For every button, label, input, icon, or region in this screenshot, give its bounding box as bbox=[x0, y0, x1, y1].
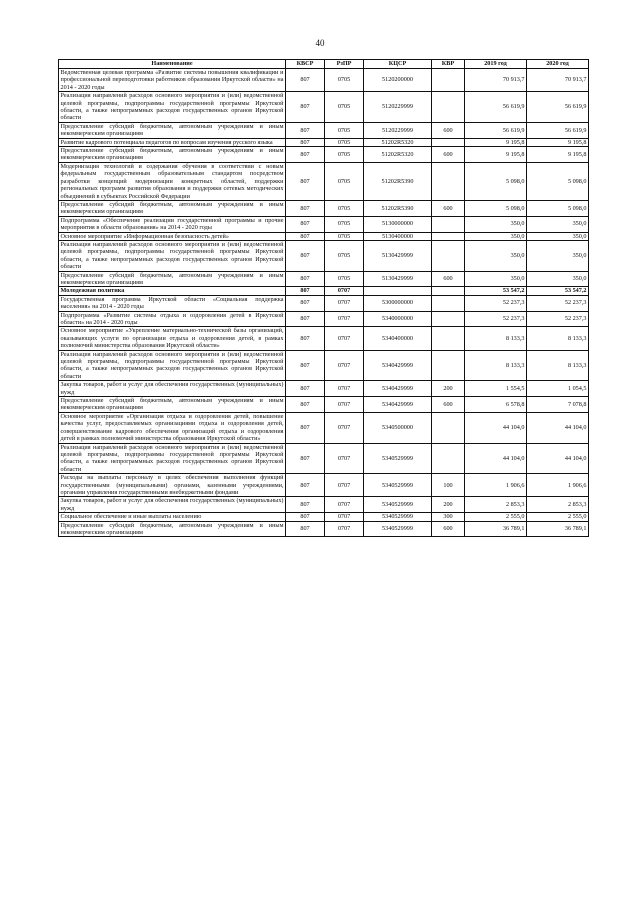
row-kcsr: 5340529999 bbox=[364, 513, 432, 521]
row-kcsr: 5340529999 bbox=[364, 521, 432, 537]
row-kcsr: 5300000000 bbox=[364, 295, 432, 311]
row-kcsr: 5340429999 bbox=[364, 350, 432, 381]
row-kcsr: 5340429999 bbox=[364, 381, 432, 397]
row-kvsr: 807 bbox=[286, 311, 325, 327]
row-kvsr: 807 bbox=[286, 513, 325, 521]
row-amount-2019: 52 237,3 bbox=[465, 311, 527, 327]
row-kvr bbox=[432, 287, 465, 295]
row-kcsr bbox=[364, 287, 432, 295]
row-amount-2020: 56 619,9 bbox=[527, 122, 589, 138]
row-amount-2020: 5 098,0 bbox=[527, 162, 589, 200]
row-kvr: 200 bbox=[432, 497, 465, 513]
row-name: Реализация направлений расходов основного мероприятия и (или) ведомственной целевой программы, подпрограммы государственной программы Иркутской области, а также непрограммных расходов государственных органов Иркутской области bbox=[60, 443, 284, 473]
page-number: 40 bbox=[315, 38, 325, 48]
row-amount-2020: 36 789,1 bbox=[527, 521, 589, 537]
row-kvsr: 807 bbox=[286, 397, 325, 413]
table-row bbox=[59, 521, 589, 537]
row-name: Подпрограмма «Развитие системы отдыха и оздоровления детей в Иркутской области» на 2014 - 2020 годы bbox=[60, 311, 284, 326]
row-amount-2019: 5 098,0 bbox=[465, 162, 527, 200]
row-rzpr: 0707 bbox=[325, 295, 364, 311]
row-amount-2019: 36 789,1 bbox=[465, 521, 527, 537]
table-row bbox=[59, 513, 589, 521]
row-kvr bbox=[432, 232, 465, 240]
row-kvsr: 807 bbox=[286, 92, 325, 123]
row-amount-2020: 350,0 bbox=[527, 240, 589, 271]
table-row bbox=[59, 216, 589, 232]
row-amount-2020: 9 195,8 bbox=[527, 147, 589, 163]
row-name: Основное мероприятие «Информационная безопасность детей» bbox=[59, 232, 286, 240]
row-amount-2019: 9 195,8 bbox=[465, 147, 527, 163]
table-row bbox=[59, 271, 589, 287]
row-rzpr: 0707 bbox=[325, 443, 364, 474]
row-kvsr: 807 bbox=[286, 412, 325, 443]
row-kcsr: 51202R5320 bbox=[364, 138, 432, 146]
row-kvr bbox=[432, 92, 465, 123]
row-name: Закупка товаров, работ и услуг для обеспечения государственных (муниципальных) нужд bbox=[60, 497, 284, 512]
table-row bbox=[59, 200, 589, 216]
row-rzpr: 0705 bbox=[325, 162, 364, 200]
row-kvr: 600 bbox=[432, 147, 465, 163]
row-amount-2020: 52 237,3 bbox=[527, 295, 589, 311]
row-rzpr: 0707 bbox=[325, 327, 364, 350]
row-kvr: 300 bbox=[432, 513, 465, 521]
row-name: Предоставление субсидий бюджетным, автономным учреждениям и иным некоммерческим организациям bbox=[60, 271, 284, 286]
row-amount-2020: 8 133,3 bbox=[527, 350, 589, 381]
row-kvr: 600 bbox=[432, 521, 465, 537]
table-row bbox=[59, 474, 589, 497]
row-amount-2020: 2 555,0 bbox=[527, 513, 589, 521]
table-row bbox=[59, 69, 589, 92]
row-amount-2019: 5 098,0 bbox=[465, 200, 527, 216]
row-kvsr: 807 bbox=[286, 147, 325, 163]
column-header-2020: 2020 год bbox=[527, 60, 589, 69]
row-kvsr: 807 bbox=[286, 122, 325, 138]
row-rzpr: 0707 bbox=[325, 381, 364, 397]
row-amount-2020: 44 104,0 bbox=[527, 443, 589, 474]
row-kcsr: 5130429999 bbox=[364, 240, 432, 271]
table-row bbox=[59, 162, 589, 200]
row-amount-2019: 1 906,6 bbox=[465, 474, 527, 497]
row-amount-2020: 52 237,3 bbox=[527, 311, 589, 327]
row-name: Реализация направлений расходов основного мероприятия и (или) ведомственной целевой программы, подпрограммы государственной программы Иркутской области, а также непрограммных расходов государственных органов Иркутской области bbox=[60, 92, 284, 122]
row-rzpr: 0705 bbox=[325, 147, 364, 163]
row-kvsr: 807 bbox=[286, 287, 325, 295]
table-row bbox=[59, 412, 589, 443]
row-name: Предоставление субсидий бюджетным, автономным учреждениям и иным некоммерческим организациям bbox=[60, 397, 284, 412]
row-kcsr: 5340000000 bbox=[364, 311, 432, 327]
row-rzpr: 0705 bbox=[325, 200, 364, 216]
row-kvr bbox=[432, 240, 465, 271]
row-amount-2019: 9 195,8 bbox=[465, 138, 527, 146]
row-amount-2020: 8 133,3 bbox=[527, 327, 589, 350]
row-rzpr: 0707 bbox=[325, 287, 364, 295]
row-amount-2019: 6 578,8 bbox=[465, 397, 527, 413]
row-kvsr: 807 bbox=[286, 240, 325, 271]
row-amount-2020: 7 078,8 bbox=[527, 397, 589, 413]
row-rzpr: 0707 bbox=[325, 521, 364, 537]
row-amount-2019: 52 237,3 bbox=[465, 295, 527, 311]
row-name: Реализация направлений расходов основного мероприятия и (или) ведомственной целевой программы, подпрограммы государственной программы Иркутской области, а также непрограммных расходов государственных органов Иркутской области bbox=[60, 240, 284, 271]
row-amount-2020: 56 619,9 bbox=[527, 92, 589, 123]
row-rzpr: 0705 bbox=[325, 138, 364, 146]
row-kvr: 200 bbox=[432, 381, 465, 397]
row-rzpr: 0707 bbox=[325, 412, 364, 443]
row-amount-2019: 44 104,0 bbox=[465, 412, 527, 443]
row-rzpr: 0705 bbox=[325, 232, 364, 240]
row-amount-2020: 53 547,2 bbox=[527, 287, 589, 295]
row-kcsr: 5130429999 bbox=[364, 271, 432, 287]
row-kcsr: 5340529999 bbox=[364, 497, 432, 513]
row-name: Основное мероприятие «Укрепление материально-технической базы организаций, оказывающих услуги по организации отдыха и оздоровления детей, в рамках полномочий министерства образования Иркутской области» bbox=[60, 327, 284, 350]
row-amount-2020: 1 054,5 bbox=[527, 381, 589, 397]
row-amount-2019: 350,0 bbox=[465, 216, 527, 232]
row-rzpr: 0707 bbox=[325, 311, 364, 327]
row-rzpr: 0707 bbox=[325, 513, 364, 521]
row-kvsr: 807 bbox=[286, 381, 325, 397]
row-amount-2020: 9 195,8 bbox=[527, 138, 589, 146]
row-name: Модернизация технологий и содержания обучения в соответствии с новым федеральным государственным образовательным стандартом посредством разработки концепций модернизации конкретных областей, поддержки региональных программ развития образования и поддержки сетевых методических объединений в субъектах Российской Федерации bbox=[60, 162, 284, 200]
row-kcsr: 5340429999 bbox=[364, 397, 432, 413]
row-rzpr: 0705 bbox=[325, 240, 364, 271]
row-rzpr: 0707 bbox=[325, 397, 364, 413]
table-row bbox=[59, 92, 589, 123]
table-row bbox=[59, 397, 589, 413]
row-name: Расходы на выплаты персоналу в целях обеспечения выполнения функций государственными (муниципальными) органами, казенными учреждениями, органами управления государственными внебюджетными фондами bbox=[60, 474, 284, 496]
table-row bbox=[59, 240, 589, 271]
row-kvsr: 807 bbox=[286, 162, 325, 200]
column-header-rzpr: РзПР bbox=[325, 60, 364, 69]
row-rzpr: 0707 bbox=[325, 497, 364, 513]
table-row bbox=[59, 350, 589, 381]
row-amount-2019: 56 619,9 bbox=[465, 92, 527, 123]
row-kvr bbox=[432, 443, 465, 474]
table-row bbox=[59, 443, 589, 474]
row-kvsr: 807 bbox=[286, 521, 325, 537]
budget-table bbox=[58, 59, 589, 537]
row-rzpr: 0707 bbox=[325, 350, 364, 381]
row-kcsr: 51202R5390 bbox=[364, 200, 432, 216]
row-rzpr: 0705 bbox=[325, 69, 364, 92]
row-amount-2020: 44 104,0 bbox=[527, 412, 589, 443]
table-row bbox=[59, 295, 589, 311]
table-body bbox=[59, 69, 589, 537]
row-amount-2019: 2 853,3 bbox=[465, 497, 527, 513]
row-amount-2019: 44 104,0 bbox=[465, 443, 527, 474]
table-row bbox=[59, 147, 589, 163]
row-kvr: 600 bbox=[432, 200, 465, 216]
row-kvr bbox=[432, 412, 465, 443]
row-amount-2020: 350,0 bbox=[527, 216, 589, 232]
row-name: Предоставление субсидий бюджетным, автономным учреждениям и иным некоммерческим организациям bbox=[60, 122, 284, 138]
row-name: Предоставление субсидий бюджетным, автономным учреждениям и иным некоммерческим организациям bbox=[60, 147, 284, 162]
row-name: Молодежная политика bbox=[59, 287, 286, 295]
row-kvr bbox=[432, 295, 465, 311]
table-row bbox=[59, 311, 589, 327]
row-kcsr: 5120229999 bbox=[364, 122, 432, 138]
table-row bbox=[59, 287, 589, 295]
row-amount-2019: 350,0 bbox=[465, 232, 527, 240]
row-rzpr: 0707 bbox=[325, 474, 364, 497]
row-kcsr: 5340400000 bbox=[364, 327, 432, 350]
row-name: Предоставление субсидий бюджетным, автономным учреждениям и иным некоммерческим организациям bbox=[60, 200, 284, 216]
row-amount-2019: 8 133,3 bbox=[465, 350, 527, 381]
table-row bbox=[59, 381, 589, 397]
row-rzpr: 0705 bbox=[325, 216, 364, 232]
row-kcsr: 5130000000 bbox=[364, 216, 432, 232]
row-kvsr: 807 bbox=[286, 271, 325, 287]
row-amount-2020: 350,0 bbox=[527, 271, 589, 287]
row-kvr bbox=[432, 138, 465, 146]
column-header-2019: 2019 год bbox=[465, 60, 527, 69]
row-kvr bbox=[432, 69, 465, 92]
row-name: Ведомственная целевая программа «Развитие системы повышения квалификации и профессиональной переподготовки работников образования Иркутской области» на 2014 - 2020 годы bbox=[60, 69, 284, 91]
row-amount-2019: 350,0 bbox=[465, 240, 527, 271]
table-row bbox=[59, 232, 589, 240]
table-row bbox=[59, 327, 589, 350]
row-amount-2019: 70 913,7 bbox=[465, 69, 527, 92]
row-kvsr: 807 bbox=[286, 69, 325, 92]
column-header-kcsr: КЦСР bbox=[364, 60, 432, 69]
row-kcsr: 5340529999 bbox=[364, 474, 432, 497]
row-kvsr: 807 bbox=[286, 474, 325, 497]
row-kvr bbox=[432, 216, 465, 232]
row-amount-2019: 53 547,2 bbox=[465, 287, 527, 295]
row-kvsr: 807 bbox=[286, 216, 325, 232]
row-kcsr: 5340500000 bbox=[364, 412, 432, 443]
row-kvsr: 807 bbox=[286, 327, 325, 350]
row-kvsr: 807 bbox=[286, 138, 325, 146]
row-kvsr: 807 bbox=[286, 200, 325, 216]
column-header-kvr: КВР bbox=[432, 60, 465, 69]
row-name: Государственная программа Иркутской области «Социальная поддержка населения» на 2014 - 2020 годы bbox=[60, 295, 284, 311]
table-row bbox=[59, 122, 589, 138]
row-kvsr: 807 bbox=[286, 350, 325, 381]
row-kcsr: 5340529999 bbox=[364, 443, 432, 474]
row-kvr bbox=[432, 327, 465, 350]
table-header-row bbox=[59, 60, 589, 69]
row-amount-2020: 70 913,7 bbox=[527, 69, 589, 92]
table-row bbox=[59, 138, 589, 146]
row-kcsr: 51202R5320 bbox=[364, 147, 432, 163]
row-rzpr: 0705 bbox=[325, 92, 364, 123]
row-kcsr: 51202R5390 bbox=[364, 162, 432, 200]
row-amount-2019: 56 619,9 bbox=[465, 122, 527, 138]
row-amount-2020: 1 906,6 bbox=[527, 474, 589, 497]
row-name: Основное мероприятие «Организация отдыха и оздоровления детей, повышение качества услуг, предоставляемых организациями отдыха и оздоровления детей, совершенствование кадрового обеспечения организаций отдыха и оздоровления детей в рамках полномочий министерства образования Иркутской области» bbox=[60, 412, 284, 443]
row-kvsr: 807 bbox=[286, 232, 325, 240]
row-name: Реализация направлений расходов основного мероприятия и (или) ведомственной целевой программы, подпрограммы государственной программы Иркутской области, а также непрограммных расходов государственных органов Иркутской области bbox=[60, 350, 284, 380]
row-kvsr: 807 bbox=[286, 497, 325, 513]
row-kvr: 600 bbox=[432, 271, 465, 287]
row-kvsr: 807 bbox=[286, 295, 325, 311]
row-amount-2020: 5 098,0 bbox=[527, 200, 589, 216]
row-name: Подпрограмма «Обеспечение реализации государственной программы и прочие мероприятия в области образования» на 2014 - 2020 годы bbox=[60, 216, 284, 232]
row-amount-2019: 1 554,5 bbox=[465, 381, 527, 397]
row-kvr: 600 bbox=[432, 122, 465, 138]
row-rzpr: 0705 bbox=[325, 122, 364, 138]
row-kcsr: 5120200000 bbox=[364, 69, 432, 92]
table-row bbox=[59, 497, 589, 513]
row-name: Развитие кадрового потенциала педагогов по вопросам изучения русского языка bbox=[59, 138, 286, 146]
row-kvr: 100 bbox=[432, 474, 465, 497]
row-kvr bbox=[432, 350, 465, 381]
column-header-name: Наименование bbox=[59, 60, 286, 69]
row-kcsr: 5130400000 bbox=[364, 232, 432, 240]
row-kvr bbox=[432, 162, 465, 200]
row-kvr bbox=[432, 311, 465, 327]
row-name: Предоставление субсидий бюджетным, автономным учреждениям и иным некоммерческим организациям bbox=[60, 521, 284, 536]
row-amount-2020: 2 853,3 bbox=[527, 497, 589, 513]
row-amount-2019: 8 133,3 bbox=[465, 327, 527, 350]
row-amount-2019: 350,0 bbox=[465, 271, 527, 287]
row-kvr: 600 bbox=[432, 397, 465, 413]
row-kcsr: 5120229999 bbox=[364, 92, 432, 123]
column-header-kvsr: КВСР bbox=[286, 60, 325, 69]
row-amount-2019: 2 555,0 bbox=[465, 513, 527, 521]
row-rzpr: 0705 bbox=[325, 271, 364, 287]
row-amount-2020: 350,0 bbox=[527, 232, 589, 240]
row-kvsr: 807 bbox=[286, 443, 325, 474]
row-name: Социальное обеспечение и иные выплаты населению bbox=[59, 513, 286, 521]
row-name: Закупка товаров, работ и услуг для обеспечения государственных (муниципальных) нужд bbox=[60, 381, 284, 396]
